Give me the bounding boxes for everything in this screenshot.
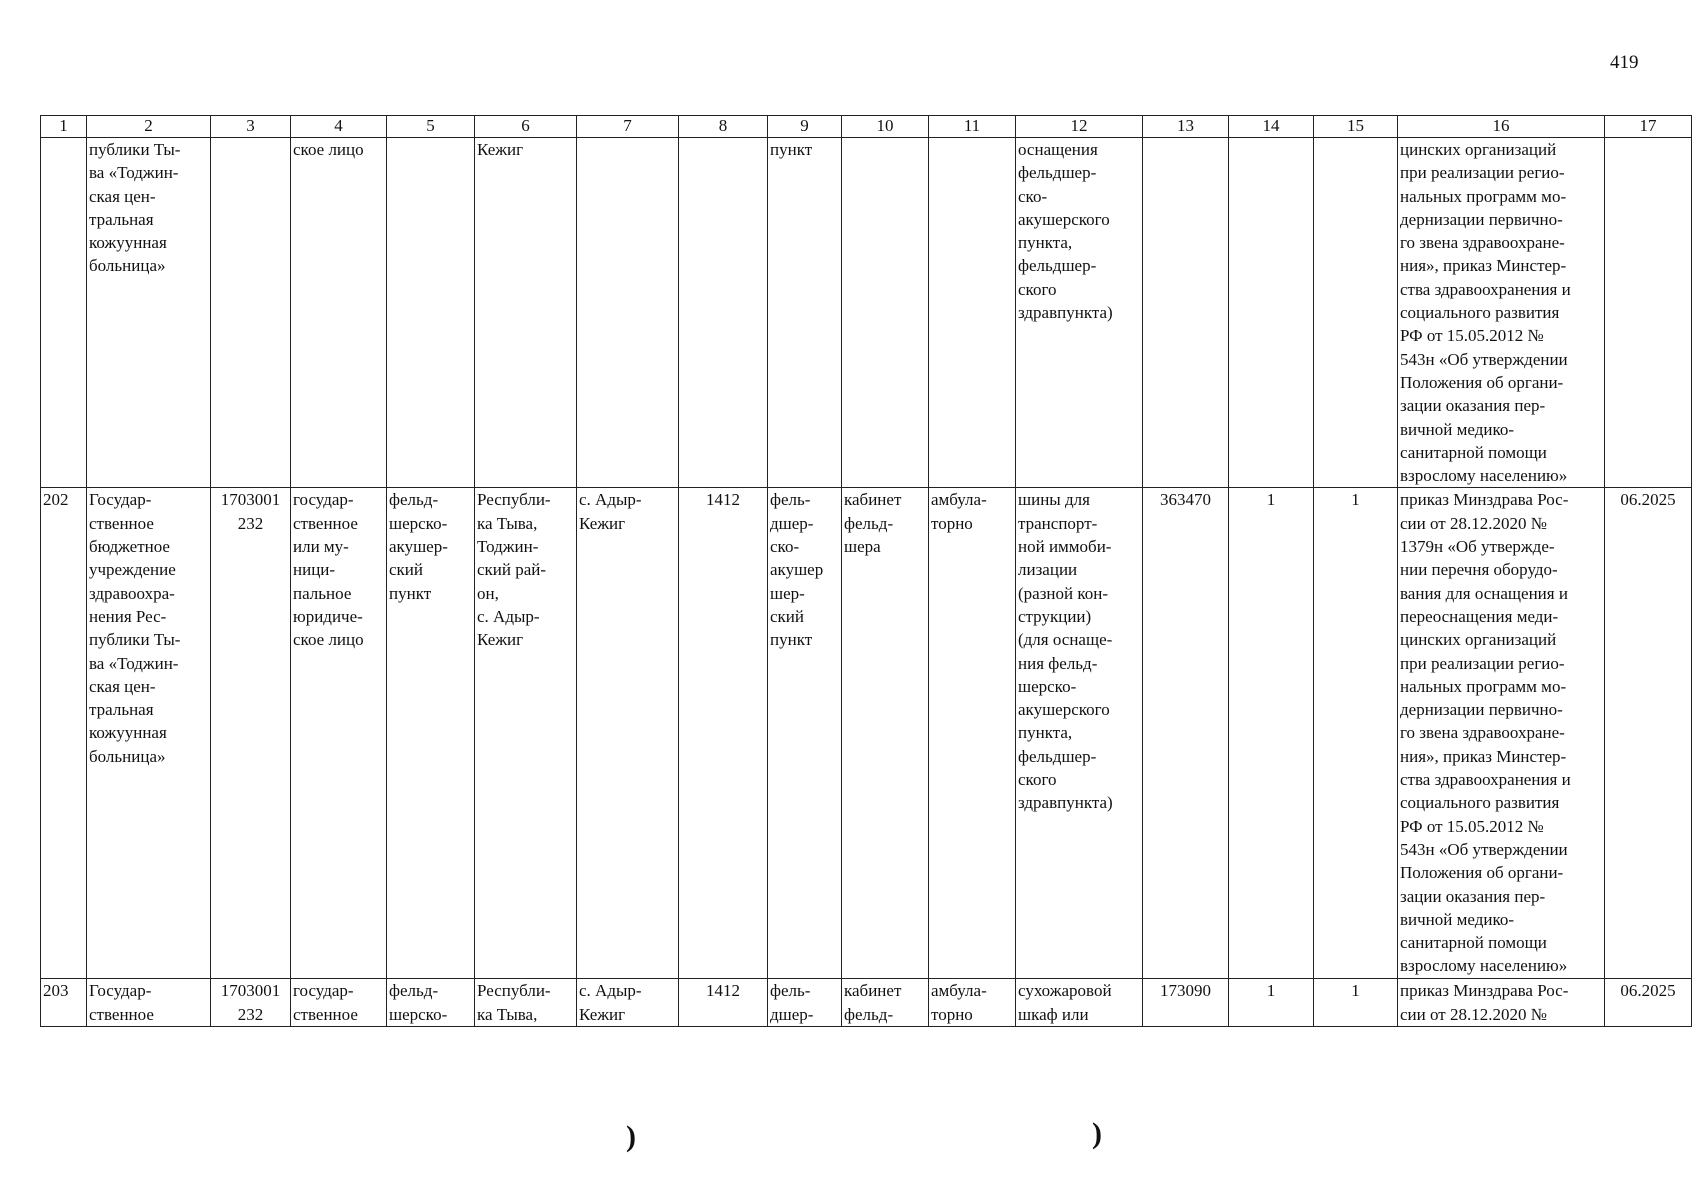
table-row <box>41 979 1692 1027</box>
subdivision-cell: фельд- шерско- акушер- ский пункт <box>387 488 475 979</box>
quantity-cell: 1 <box>1229 979 1314 1027</box>
header-cell: 4 <box>291 116 387 138</box>
table-row <box>41 488 1692 979</box>
header-cell: 7 <box>577 116 679 138</box>
header-cell: 12 <box>1016 116 1143 138</box>
date-cell: 06.2025 <box>1605 979 1692 1027</box>
table-cell <box>842 138 929 488</box>
code-cell: 173090 <box>1143 979 1229 1027</box>
quantity-cell: 1 <box>1314 488 1398 979</box>
room-cell: кабинет фельд- шера <box>842 488 929 979</box>
legal-basis-cell: приказ Минздрава Рос- сии от 28.12.2020 № <box>1398 979 1605 1027</box>
equipment-cell: оснащения фельдшер- ско- акушерского пункта, фельдшер- ского здравпункта) <box>1016 138 1143 488</box>
table-cell <box>211 138 291 488</box>
legal-form-cell: государ- ственное или му- ници- пальное юридиче- ское лицо <box>291 488 387 979</box>
facility-type-cell: фель- дшер- <box>768 979 842 1027</box>
table-cell <box>1314 138 1398 488</box>
row-number-cell: 203 <box>41 979 87 1027</box>
header-cell: 15 <box>1314 116 1398 138</box>
header-cell: 2 <box>87 116 211 138</box>
row-number-cell: 202 <box>41 488 87 979</box>
header-cell: 16 <box>1398 116 1605 138</box>
population-cell: 1412 <box>679 488 768 979</box>
quantity-cell: 1 <box>1229 488 1314 979</box>
header-cell: 14 <box>1229 116 1314 138</box>
table-cell <box>1229 138 1314 488</box>
margin-mark: ) <box>626 1120 636 1153</box>
header-cell: 10 <box>842 116 929 138</box>
subdivision-cell: фельд- шерско- <box>387 979 475 1027</box>
facility-type-cell: фель- дшер- ско- акушер шер- ский пункт <box>768 488 842 979</box>
care-conditions-cell: амбула- торно <box>929 979 1016 1027</box>
code-cell: 1703001 232 <box>211 488 291 979</box>
settlement-cell: с. Адыр- Кежиг <box>577 979 679 1027</box>
header-cell: 11 <box>929 116 1016 138</box>
table-cell <box>1143 138 1229 488</box>
quantity-cell: 1 <box>1314 979 1398 1027</box>
table-cell <box>387 138 475 488</box>
header-cell: 13 <box>1143 116 1229 138</box>
header-cell: 6 <box>475 116 577 138</box>
address-cell: Кежиг <box>475 138 577 488</box>
header-cell: 3 <box>211 116 291 138</box>
header-cell: 9 <box>768 116 842 138</box>
equipment-cell: сухожаровой шкаф или <box>1016 979 1143 1027</box>
legal-basis-cell: приказ Минздрава Рос- сии от 28.12.2020 № 1379н «Об утвержде- нии перечня оборудо- вания для оснащения и переоснащения меди- цинских организаций при реализации регио- нальных программ мо- дернизации первично- го звена здравоохране- ния», приказ Минстер- ства здравоохранения и социального развития РФ от 15.05.2012 № 543н «Об утверждении Положения об органи- зации оказания пер- вичной медико- санитарной помощи взрослому населению» <box>1398 488 1605 979</box>
header-cell: 8 <box>679 116 768 138</box>
address-cell: Республи- ка Тыва, <box>475 979 577 1027</box>
organization-cell: публики Ты- ва «Тоджин- ская цен- тральная кожуунная больница» <box>87 138 211 488</box>
date-cell: 06.2025 <box>1605 488 1692 979</box>
care-conditions-cell: амбула- торно <box>929 488 1016 979</box>
header-cell: 5 <box>387 116 475 138</box>
header-cell: 1 <box>41 116 87 138</box>
header-cell: 17 <box>1605 116 1692 138</box>
table-cell <box>577 138 679 488</box>
legal-form-cell: государ- ственное <box>291 979 387 1027</box>
table-cell <box>1605 138 1692 488</box>
settlement-cell: с. Адыр- Кежиг <box>577 488 679 979</box>
continuation-row <box>41 138 1692 488</box>
table-cell <box>679 138 768 488</box>
table-cell <box>929 138 1016 488</box>
facility-type-cell: пункт <box>768 138 842 488</box>
table-cell <box>41 138 87 488</box>
organization-cell: Государ- ственное бюджетное учреждение здравоохра- нения Рес- публики Ты- ва «Тоджин- ская цен- тральная кожуунная больница» <box>87 488 211 979</box>
equipment-cell: шины для транспорт- ной иммоби- лизации (разной кон- струкции) (для оснаще- ния фельд- шерско- акушерского пункта, фельдшер- ского здравпункта) <box>1016 488 1143 979</box>
page-number: 419 <box>1610 52 1639 73</box>
equipment-table <box>40 115 1692 1027</box>
header-row <box>41 116 1692 138</box>
organization-cell: Государ- ственное <box>87 979 211 1027</box>
room-cell: кабинет фельд- <box>842 979 929 1027</box>
address-cell: Республи- ка Тыва, Тоджин- ский рай- он, с. Адыр- Кежиг <box>475 488 577 979</box>
margin-mark: ) <box>1092 1117 1102 1150</box>
legal-basis-cell: цинских организаций при реализации регио- нальных программ мо- дернизации первично- го звена здравоохране- ния», приказ Минстер- ства здравоохранения и социального развития РФ от 15.05.2012 № 543н «Об утверждении Положения об органи- зации оказания пер- вичной медико- санитарной помощи взрослому населению» <box>1398 138 1605 488</box>
code-cell: 1703001 232 <box>211 979 291 1027</box>
population-cell: 1412 <box>679 979 768 1027</box>
legal-form-cell: ское лицо <box>291 138 387 488</box>
code-cell: 363470 <box>1143 488 1229 979</box>
